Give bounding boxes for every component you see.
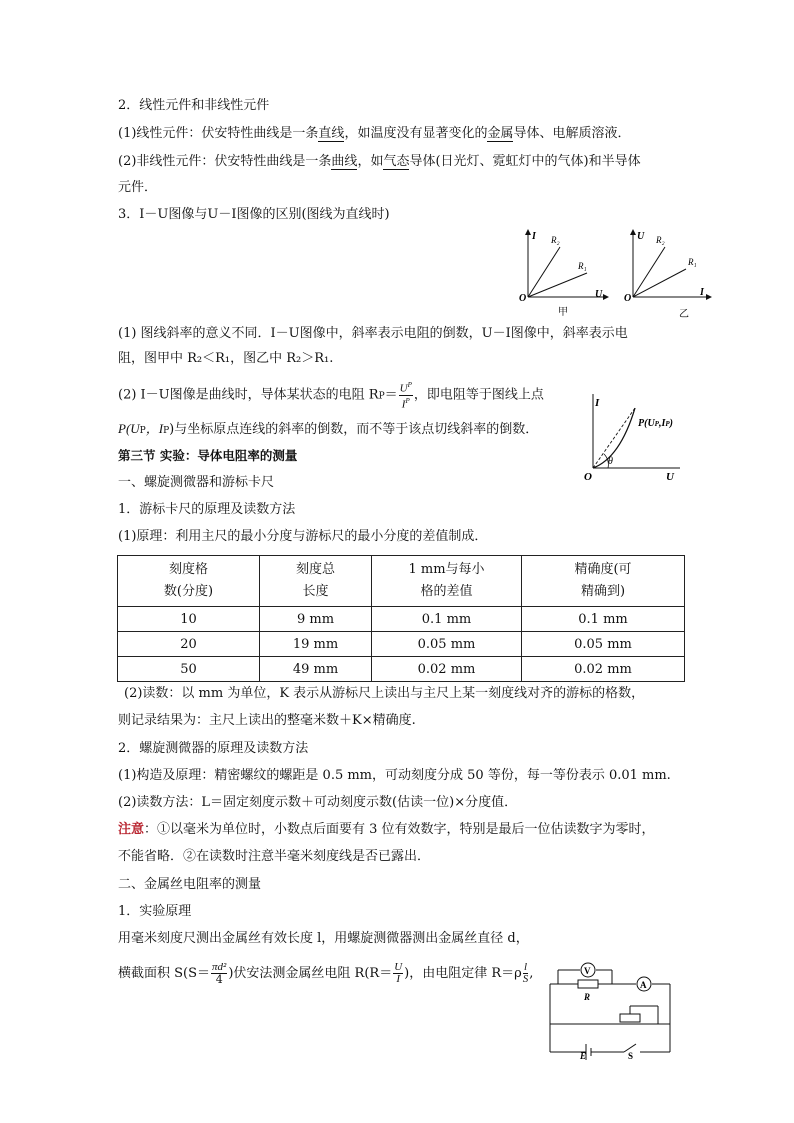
table-cell: 0.02 mm <box>372 657 522 682</box>
iu-curve-figure <box>580 388 690 486</box>
table-header-cell: 1 mm与每小 格的差值 <box>372 556 522 607</box>
table-cell: 0.05 mm <box>522 632 685 657</box>
table-header-cell: 刻度总 长度 <box>260 556 372 607</box>
table-cell: 10 <box>118 607 260 632</box>
section-title-linear: 2．线性元件和非线性元件 <box>118 98 270 113</box>
linear-element-line: (1)线性元件：伏安特性曲线是一条直线，如温度没有显著变化的金属导体、电解质溶液． <box>118 126 631 141</box>
principle-subtitle: 1．实验原理 <box>118 904 192 919</box>
micrometer-title: 2．螺旋测微器的原理及读数方法 <box>118 741 309 756</box>
svg-text:I: I <box>595 397 600 409</box>
svg-text:R₂: R₂ <box>551 235 560 245</box>
svg-text:A: A <box>640 980 647 990</box>
svg-text:R: R <box>584 992 591 1002</box>
svg-text:O: O <box>519 293 527 304</box>
table-row <box>118 657 685 682</box>
svg-text:U: U <box>666 471 674 483</box>
table-cell: 50 <box>118 657 260 682</box>
table-cell: 49 mm <box>260 657 372 682</box>
note-line1: 注意：①以毫米为单位时，小数点后面要有 3 位有效数字，特别是最后一位估读数字为零时， <box>118 822 655 837</box>
vernier-reading-line1: (2)读数：以 mm 为单位，K 表示从游标尺上读出与主尺上某一刻度线对齐的游标的格数， <box>124 686 645 701</box>
svg-text:R₁: R₁ <box>688 257 697 267</box>
section-title-iu-ui: 3．I－U图像与U－I图像的区别(图线为直线时) <box>118 207 390 222</box>
curve-resistance-line2: P(UP，IP)与坐标原点连线的斜率的倒数，而不等于该点切线斜率的倒数． <box>118 421 539 437</box>
svg-text:θ: θ <box>608 456 613 467</box>
svg-text:R₁: R₁ <box>578 261 587 271</box>
svg-text:S: S <box>628 1051 634 1060</box>
table-cell: 0.1 mm <box>372 607 522 632</box>
svg-text:R₂: R₂ <box>656 235 665 245</box>
vernier-table <box>117 555 685 682</box>
table-cell: 9 mm <box>260 607 372 632</box>
section-heading-resistivity: 二、金属丝电阻率的测量 <box>118 877 262 892</box>
iu-graph-figure <box>515 225 615 325</box>
table-row <box>118 632 685 657</box>
circuit-diagram <box>548 958 680 1060</box>
fig-jia-label: 甲 <box>558 307 568 318</box>
table-header-cell: 刻度格 数(分度) <box>118 556 260 607</box>
svg-text:E: E <box>580 1051 587 1060</box>
note-line2: 不能省略．②在读数时注意半毫米刻度线是否已露出． <box>118 849 431 864</box>
svg-text:I: I <box>532 231 536 242</box>
nonlinear-element-line-cont: 元件． <box>118 180 158 195</box>
vernier-title: 1．游标卡尺的原理及读数方法 <box>118 502 296 517</box>
svg-text:P(UP,IP): P(UP,IP) <box>638 418 673 429</box>
chapter-heading: 第三节 实验：导体电阻率的测量 <box>118 448 298 463</box>
vernier-reading-line2: 则记录结果为：主尺上读出的整毫米数＋K×精确度. <box>118 713 416 728</box>
table-header-row <box>118 556 685 607</box>
principle-line1: 用毫米刻度尺测出金属丝有效长度 l，用螺旋测微器测出金属丝直径 d， <box>118 931 529 946</box>
table-cell: 19 mm <box>260 632 372 657</box>
svg-text:V: V <box>584 966 591 976</box>
micrometer-reading: (2)读数方法：L＝固定刻度示数＋可动刻度示数(估读一位)×分度值． <box>118 795 518 810</box>
micrometer-principle: (1)构造及原理：精密螺纹的螺距是 0.5 mm，可动刻度分成 50 等份，每一等份表示 0.01 mm. <box>118 768 671 783</box>
section-heading-instruments: 一、螺旋测微器和游标卡尺 <box>118 475 275 490</box>
slope-meaning-line1: (1) 图线斜率的意义不同．I－U图像中，斜率表示电阻的倒数，U－I图像中，斜率表示电 <box>118 326 628 341</box>
svg-text:O: O <box>624 293 632 304</box>
nonlinear-element-line: (2)非线性元件：伏安特性曲线是一条曲线，如气态导体(日光灯、霓虹灯中的气体)和半导体 <box>118 154 641 169</box>
slope-meaning-line2: 阻，图甲中 R₂＜R₁，图乙中 R₂＞R₁. <box>118 351 334 366</box>
curve-resistance-line1: (2) I－U图像是曲线时，导体某状态的电阻 RP＝ $\frac{U^P}{I^P}$ ，即电阻等于图线上点 <box>118 381 544 411</box>
svg-text:O: O <box>584 471 592 483</box>
table-cell: 0.1 mm <box>522 607 685 632</box>
table-cell: 20 <box>118 632 260 657</box>
table-cell: 0.02 mm <box>522 657 685 682</box>
principle-line2: 横截面积 S(S＝ $\frac{\text{πd²}}{4}$ )伏安法测金属丝电阻 R(R＝ $\frac{U}{I}$ )，由电阻定律 R＝ρ $\frac{l}{S}$ , <box>118 961 534 986</box>
svg-text:U: U <box>637 231 645 242</box>
vernier-principle: (1)原理：利用主尺的最小分度与游标尺的最小分度的差值制成． <box>118 529 488 544</box>
table-cell: 0.05 mm <box>372 632 522 657</box>
fig-yi-label: 乙 <box>679 309 689 320</box>
svg-text:U: U <box>595 289 603 300</box>
table-row <box>118 607 685 632</box>
table-header-cell: 精确度(可 精确到) <box>522 556 685 607</box>
ui-graph-figure <box>620 225 720 325</box>
svg-text:I: I <box>700 287 704 298</box>
